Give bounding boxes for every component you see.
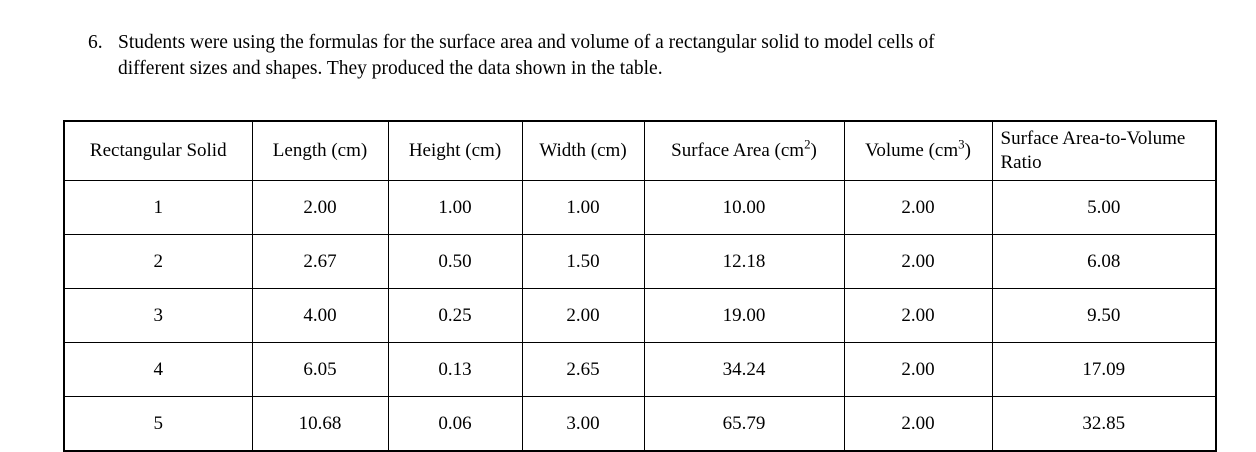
cell-surface-area: 10.00 [644,181,844,235]
table-row [64,235,1216,289]
cell-surface-area: 19.00 [644,289,844,343]
question-block [88,30,1148,82]
cell-width: 2.65 [522,343,644,397]
cell-height: 0.25 [388,289,522,343]
header-surface-area [644,121,844,181]
cell-length: 6.05 [252,343,388,397]
data-table-wrapper [63,120,1215,452]
header-sa-to-volume-ratio [992,121,1216,181]
cell-width: 2.00 [522,289,644,343]
cell-height: 0.50 [388,235,522,289]
cell-height: 0.13 [388,343,522,397]
cell-length: 10.68 [252,397,388,452]
question-text [118,30,1148,82]
cell-solid: 3 [64,289,252,343]
header-height: Height (cm) [388,121,522,181]
header-ratio-line-2: Ratio [1000,152,1042,173]
cell-ratio: 17.09 [992,343,1216,397]
cell-solid: 1 [64,181,252,235]
cell-ratio: 5.00 [992,181,1216,235]
header-volume-text: Volume (cm [865,140,959,161]
header-volume [844,121,992,181]
table-header-row [64,121,1216,181]
header-rectangular-solid: Rectangular Solid [64,121,252,181]
question-line-1: Students were using the formulas for the surface area and volume of a rectangular solid to model cells of [118,32,935,53]
cell-solid: 5 [64,397,252,452]
header-volume-exponent: 3 [958,136,965,152]
table-row [64,181,1216,235]
cell-length: 4.00 [252,289,388,343]
cell-length: 2.00 [252,181,388,235]
cell-volume: 2.00 [844,289,992,343]
cell-surface-area: 65.79 [644,397,844,452]
cell-volume: 2.00 [844,181,992,235]
data-table [63,120,1217,452]
cell-height: 0.06 [388,397,522,452]
header-width: Width (cm) [522,121,644,181]
cell-solid: 4 [64,343,252,397]
cell-volume: 2.00 [844,235,992,289]
header-ratio-line-1: Surface Area-to-Volume [1000,128,1186,149]
cell-ratio: 9.50 [992,289,1216,343]
table-header-row-group [64,121,1216,181]
question-line-2: different sizes and shapes. They produced the data shown in the table. [118,58,663,79]
cell-surface-area: 34.24 [644,343,844,397]
cell-ratio: 32.85 [992,397,1216,452]
question-number: 6. [88,32,103,53]
header-surface-area-exponent: 2 [804,136,811,152]
table-row [64,397,1216,452]
cell-surface-area: 12.18 [644,235,844,289]
cell-ratio: 6.08 [992,235,1216,289]
cell-volume: 2.00 [844,397,992,452]
header-surface-area-text: Surface Area (cm [671,140,805,161]
cell-solid: 2 [64,235,252,289]
cell-volume: 2.00 [844,343,992,397]
table-row [64,289,1216,343]
header-surface-area-close: ) [810,140,817,161]
cell-height: 1.00 [388,181,522,235]
table-body [64,181,1216,452]
cell-width: 1.00 [522,181,644,235]
table-row [64,343,1216,397]
cell-length: 2.67 [252,235,388,289]
header-length: Length (cm) [252,121,388,181]
cell-width: 1.50 [522,235,644,289]
cell-width: 3.00 [522,397,644,452]
header-volume-close: ) [964,140,971,161]
